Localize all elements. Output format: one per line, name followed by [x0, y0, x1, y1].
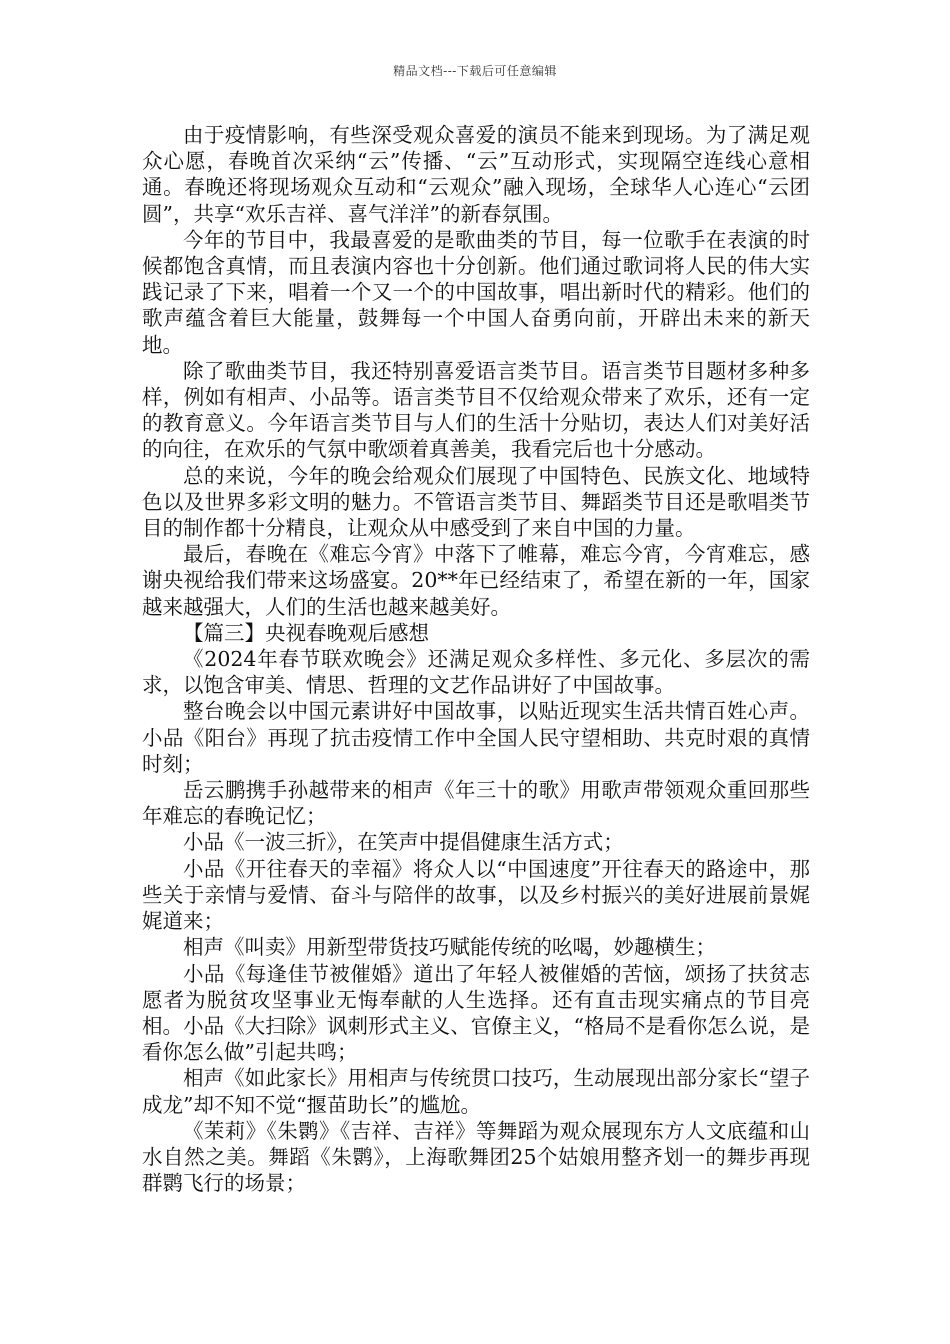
paragraph: 《2024年春节联欢晚会》还满足观众多样性、多元化、多层次的需求，以饱含审美、情思、哲理的文艺作品讲好了中国故事。 [142, 647, 810, 698]
paragraph: 总的来说，今年的晚会给观众们展现了中国特色、民族文化、地域特色以及世界多彩文明的魅力。不管语言类节目、舞蹈类节目还是歌唱类节目的制作都十分精良，让观众从中感受到了来自中国的力量。 [142, 463, 810, 541]
paragraph: 除了歌曲类节目，我还特别喜爱语言类节目。语言类节目题材多种多样，例如有相声、小品等。语言类节目不仅给观众带来了欢乐，还有一定的教育意义。今年语言类节目与人们的生活十分贴切，表达人们对美好活的向往，在欢乐的气氛中歌颂着真善美，我看完后也十分感动。 [142, 358, 810, 462]
paragraph: 小品《一波三折》，在笑声中提倡健康生活方式； [183, 830, 624, 855]
document-body [142, 122, 810, 1196]
paragraph: 相声《叫卖》用新型带货技巧赋能传统的吆喝，妙趣横生； [183, 935, 716, 960]
section-heading: 【篇三】央视春晚观后感想 [183, 620, 429, 645]
paragraph: 整台晚会以中国元素讲好中国故事，以贴近现实生活共情百姓心声。小品《阳台》再现了抗击疫情工作中全国人民守望相助、共克时艰的真情时刻； [142, 699, 810, 776]
paragraph: 小品《每逢佳节被催婚》道出了年轻人被催婚的苦恼，颂扬了扶贫志愿者为脱贫攻坚事业无悔奉献的人生选择。还有直击现实痛点的节目亮相。小品《大扫除》讽刺形式主义、官僚主义，“格局不是看你怎么说，是看你怎么做”引起共鸣； [142, 961, 810, 1065]
paragraph: 今年的节目中，我最喜爱的是歌曲类的节目，每一位歌手在表演的时候都饱含真情，而且表演内容也十分创新。他们通过歌词将人民的伟大实践记录了下来，唱着一个又一个的中国故事，唱出新时代的精彩。他们的歌声蕴含着巨大能量，鼓舞每一个中国人奋勇向前，开辟出未来的新天地。 [142, 227, 810, 357]
paragraph: 《茉莉》《朱鹮》《吉祥、吉祥》等舞蹈为观众展现东方人文底蕴和山水自然之美。舞蹈《朱鹮》，上海歌舞团25个姑娘用整齐划一的舞步再现群鹮飞行的场景； [142, 1118, 810, 1196]
paragraph: 相声《如此家长》用相声与传统贯口技巧，生动展现出部分家长“望子成龙”却不知不觉“揠苗助长”的尴尬。 [142, 1066, 810, 1117]
paragraph: 由于疫情影响，有些深受观众喜爱的演员不能来到现场。为了满足观众心愿，春晚首次采纳“云”传播、“云”互动形式，实现隔空连线心意相通。春晚还将现场观众互动和“云观众”融入现场，全球华人心连心“云团圆”，共享“欢乐吉祥、喜气洋洋”的新春氛围。 [142, 123, 810, 226]
paragraph: 最后，春晚在《难忘今宵》中落下了帷幕，难忘今宵，今宵难忘，感谢央视给我们带来这场盛宴。20**年已经结束了，希望在新的一年，国家越来越强大，人们的生活也越来越美好。 [142, 542, 810, 619]
page-header: 精品文档---下载后可任意编辑 [393, 64, 557, 78]
paragraph: 小品《开往春天的幸福》将众人以“中国速度”开往春天的路途中，那些关于亲情与爱情、奋斗与陪伴的故事，以及乡村振兴的美好进展前景娓娓道来； [142, 856, 810, 934]
paragraph: 岳云鹏携手孙越带来的相声《年三十的歌》用歌声带领观众重回那些年难忘的春晚记忆； [142, 778, 810, 829]
